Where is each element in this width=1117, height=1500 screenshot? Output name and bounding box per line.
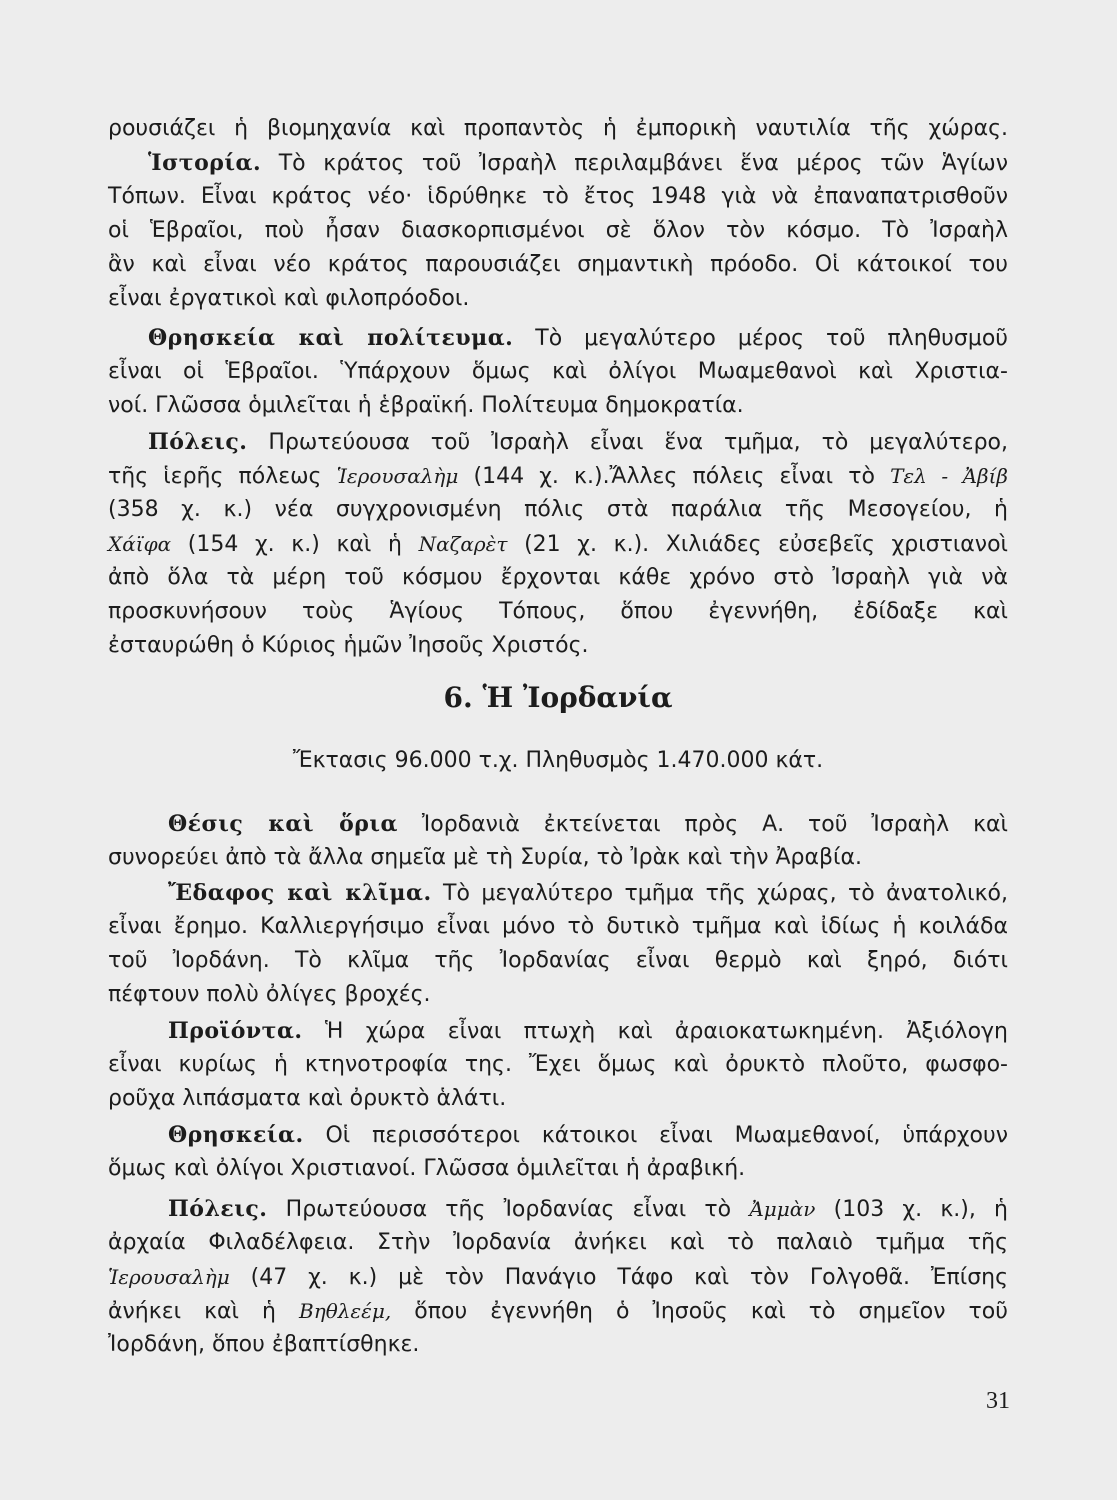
text-run: τοῦ Ἰορδάνη. Τὸ κλῖμα τῆς Ἰορδανίας εἶναι θερμὸ καὶ ξηρό, διότι — [108, 948, 1008, 973]
text-line — [108, 1226, 1008, 1260]
text-line — [108, 1294, 1008, 1328]
paragraph-heading: Προϊόντα. — [168, 1018, 303, 1044]
stats-line — [108, 744, 1008, 778]
text-line — [108, 944, 1008, 978]
text-run: ἂν καὶ εἶναι νέο κράτος παρουσιάζει σημαντικὴ πρόοδο. Οἱ κάτοικοί του — [108, 252, 1008, 277]
text-run: Πρωτεύουσα τοῦ Ἰσραὴλ εἶναι ἕνα τμῆμα, τὸ μεγαλύτερο, — [247, 430, 1008, 455]
paragraph-heading: Ἱστορία. — [148, 150, 262, 176]
text-line — [108, 807, 1008, 841]
text-run: Ἰορδανιὰ ἐκτείνεται πρὸς Α. τοῦ Ἰσραὴλ καὶ — [397, 812, 1008, 837]
text-run: Τόπων. Εἶναι κράτος νέο· ἱδρύθηκε τὸ ἔτος 1948 γιὰ νὰ ἐπαναπατρισθοῦν — [108, 184, 1008, 209]
text-line — [108, 282, 1008, 316]
text-run: ἐσταυρώθη ὁ Κύριος ἡμῶν Ἰησοῦς Χριστός. — [108, 633, 589, 658]
text-run: Τὸ κράτος τοῦ Ἰσραὴλ περιλαμβάνει ἕνα μέρος τῶν Ἁγίων — [261, 151, 1008, 176]
place-name: Βηθλεέμ, — [299, 1299, 392, 1323]
text-run: Ἔκτασις 96.000 τ.χ. Πληθυσμὸς 1.470.000 κάτ. — [292, 748, 824, 773]
text-run: τῆς ἱερῆς πόλεως — [108, 464, 337, 489]
text-line — [108, 389, 1008, 423]
text-run: Τὸ μεγαλύτερο τμῆμα τῆς χώρας, τὸ ἀνατολικό, — [431, 881, 1008, 906]
text-run: νοί. Γλῶσσα ὁμιλεῖται ἡ ἑβραϊκή. Πολίτευμα δημοκρατία. — [108, 393, 744, 418]
text-line — [108, 629, 1008, 663]
text-line — [108, 876, 1008, 910]
text-line — [108, 355, 1008, 389]
text-run: (358 χ. κ.) νέα συγχρονισμένη πόλις στὰ παράλια τῆς Μεσογείου, ἡ — [108, 497, 1008, 522]
text-run: Τὸ μεγαλύτερο μέρος τοῦ πληθυσμοῦ — [513, 326, 1009, 351]
place-name: Χάϊφα — [108, 532, 172, 556]
paragraph-heading: Θρησκεία. — [168, 1122, 304, 1148]
text-line — [108, 1118, 1008, 1152]
text-run: Ἰορδάνη, ὅπου ἐβαπτίσθηκε. — [108, 1332, 420, 1357]
text-run: εἶναι ἔρημο. Καλλιεργήσιμο εἶναι μόνο τὸ δυτικὸ τμῆμα καὶ ἰδίως ἡ κοιλάδα — [108, 914, 1008, 939]
text-run: συνορεύει ἀπὸ τὰ ἄλλα σημεῖα μὲ τὴ Συρία, τὸ Ἰρὰκ καὶ τὴν Ἀραβία. — [108, 845, 862, 870]
text-run: (144 χ. κ.).Ἄλλες πόλεις εἶναι τὸ — [458, 464, 891, 489]
paragraph-heading: Θέσις καὶ ὅρια — [168, 811, 398, 837]
paragraph-heading: Πόλεις. — [148, 429, 248, 455]
text-run: ροῦχα λιπάσματα καὶ ὀρυκτὸ ἁλάτι. — [108, 1086, 507, 1111]
text-run: οἱ Ἑβραῖοι, ποὺ ἦσαν διασκορπισμένοι σὲ ὅλον τὸν κόσμο. Τὸ Ἰσραὴλ — [108, 218, 1008, 243]
text-line — [108, 527, 1008, 561]
text-run: Ἡ χώρα εἶναι πτωχὴ καὶ ἀραιοκατωκημένη. Ἀξιόλογη — [302, 1019, 1008, 1044]
text-run: πέφτουν πολὺ ὀλίγες βροχές. — [108, 982, 431, 1007]
text-run: ἀνήκει καὶ ἡ — [108, 1299, 300, 1324]
text-line — [108, 248, 1008, 282]
text-line — [108, 1260, 1008, 1294]
text-run: Οἱ περισσότεροι κάτοικοι εἶναι Μωαμεθανοί, ὑπάρχουν — [303, 1123, 1008, 1148]
text-line — [108, 1192, 1008, 1226]
place-name: Ἱερουσαλὴμ — [336, 464, 459, 488]
text-run: (103 χ. κ.), ἡ — [815, 1197, 1008, 1222]
text-line — [108, 493, 1008, 527]
text-line — [108, 841, 1008, 875]
text-run: (21 χ. κ.). Χιλιάδες εὐσεβεῖς χριστιανοὶ — [507, 532, 1008, 557]
text-line — [108, 180, 1008, 214]
place-name: Τελ - Ἀβίβ — [890, 464, 1008, 488]
place-name: Ἀμμὰν — [749, 1197, 816, 1221]
text-line — [108, 425, 1008, 459]
text-run: προσκυνήσουν τοὺς Ἁγίους Τόπους, ὅπου ἐγεννήθη, ἐδίδαξε καὶ — [108, 599, 1008, 624]
text-run: ὅμως καὶ ὀλίγοι Χριστιανοί. Γλῶσσα ὁμιλεῖται ἡ ἀραβική. — [108, 1156, 746, 1181]
text-run: ἀρχαία Φιλαδέλφεια. Στὴν Ἰορδανία ἀνήκει καὶ τὸ παλαιὸ τμῆμα τῆς — [108, 1230, 1008, 1255]
page-number: 31 — [986, 1388, 1010, 1414]
text-line — [108, 146, 1008, 180]
text-run: εἶναι οἱ Ἑβραῖοι. Ὑπάρχουν ὅμως καὶ ὀλίγοι Μωαμεθανοὶ καὶ Χριστια- — [108, 359, 1008, 384]
text-run: ρουσιάζει ἡ βιομηχανία καὶ προπαντὸς ἡ ἐμπορικὴ ναυτιλία τῆς χώρας. — [108, 116, 1008, 141]
paragraph-heading: Ἔδαφος καὶ κλῖμα. — [168, 880, 432, 906]
text-line — [108, 595, 1008, 629]
text-line — [108, 978, 1008, 1012]
text-line — [108, 459, 1008, 493]
place-name: Ἱερουσαλὴμ — [108, 1265, 230, 1289]
text-line — [108, 1048, 1008, 1082]
text-line — [108, 1014, 1008, 1048]
paragraph-heading: Πόλεις. — [168, 1196, 268, 1222]
place-name: Ναζαρὲτ — [418, 532, 508, 556]
text-run: εἶναι ἐργατικοὶ καὶ φιλοπρόοδοι. — [108, 286, 470, 311]
text-line — [108, 1082, 1008, 1116]
text-run: Πρωτεύουσα τῆς Ἰορδανίας εἶναι τὸ — [267, 1197, 750, 1222]
text-run: ἀπὸ ὅλα τὰ μέρη τοῦ κόσμου ἔρχονται κάθε χρόνο στὸ Ἰσραὴλ γιὰ νὰ — [108, 565, 1008, 590]
text-line — [108, 112, 1008, 146]
text-line — [108, 910, 1008, 944]
text-line — [108, 1328, 1008, 1362]
text-run: (154 χ. κ.) καὶ ἡ — [171, 532, 419, 557]
text-run: εἶναι κυρίως ἡ κτηνοτροφία της. Ἔχει ὅμως καὶ ὀρυκτὸ πλοῦτο, φωσφο- — [108, 1052, 1008, 1077]
text-line — [108, 321, 1008, 355]
paragraph-heading: Θρησκεία καὶ πολίτευμα. — [148, 325, 514, 351]
text-run: (47 χ. κ.) μὲ τὸν Πανάγιο Τάφο καὶ τὸν Γολγοθᾶ. Ἐπίσης — [229, 1265, 1008, 1290]
text-line — [108, 214, 1008, 248]
section-title: 6. Ἡ Ἰορδανία — [443, 681, 673, 714]
text-line — [108, 1152, 1008, 1186]
text-run: ὅπου ἐγεννήθη ὁ Ἰησοῦς καὶ τὸ σημεῖον τοῦ — [391, 1299, 1008, 1324]
text-line — [108, 561, 1008, 595]
